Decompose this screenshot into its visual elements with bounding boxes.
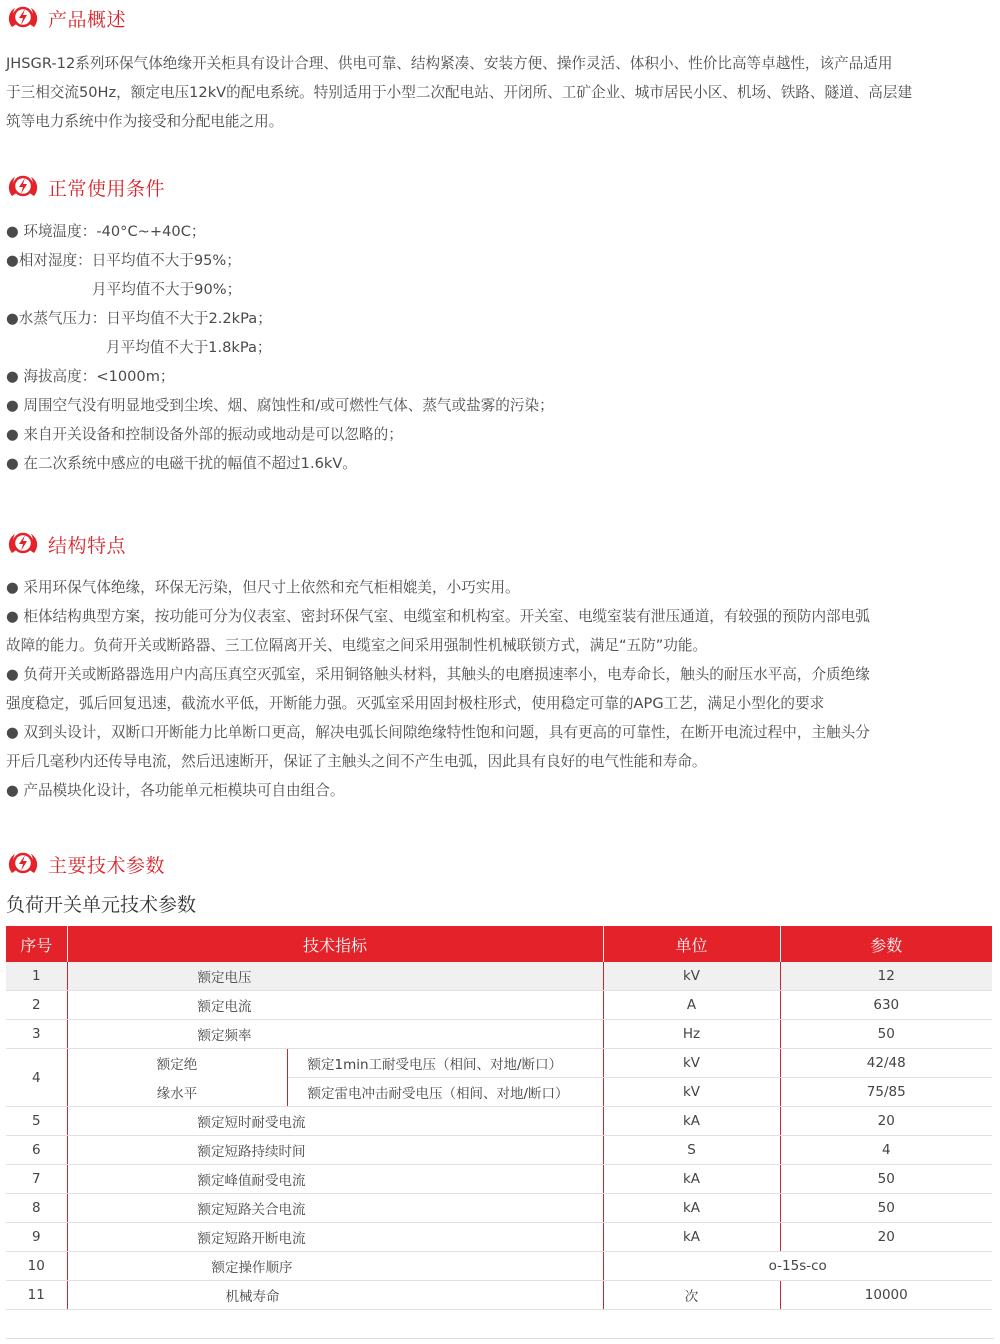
list-item: 故障的能力。负荷开关或断路器、三工位隔离开关、电缆室之间采用强制性机械联锁方式，满足“五防”功能。 <box>6 637 708 654</box>
table-row <box>6 991 992 1020</box>
list-item: ●水蒸气压力：日平均值不大于2.2kPa； <box>6 310 272 327</box>
overview-line: 于三相交流50Hz，额定电压12kV的配电系统。特别适用于小型二次配电站、开闭所、工矿企业、城市居民小区、机场、铁路、隧道、高层建 <box>6 84 913 101</box>
cell-no: 7 <box>6 1165 67 1194</box>
cell-value: 42/48 <box>780 1049 992 1078</box>
cell-sub-item: 额定雷电冲击耐受电压（相间、对地/断口） <box>287 1078 603 1107</box>
cell-sub-item: 额定1min工耐受电压（相间、对地/断口） <box>287 1049 603 1078</box>
section-header-overview <box>6 2 126 34</box>
table-header-row <box>6 926 992 962</box>
lightning-bolt-icon <box>6 529 40 559</box>
cell-value: 4 <box>780 1136 992 1165</box>
bottom-divider <box>6 1338 994 1339</box>
cell-unit: kA <box>603 1194 780 1223</box>
table-subtitle: 负荷开关单元技术参数 <box>6 894 197 916</box>
cell-unit: kV <box>603 962 780 991</box>
cell-no: 9 <box>6 1223 67 1252</box>
cell-unit: kA <box>603 1165 780 1194</box>
cell-no: 11 <box>6 1281 67 1310</box>
cell-item: 额定电流 <box>67 991 603 1020</box>
cell-no: 2 <box>6 991 67 1020</box>
table-row <box>6 962 992 991</box>
cell-item: 额定短时耐受电流 <box>67 1107 603 1136</box>
table-row <box>6 1049 992 1078</box>
table-row <box>6 1165 992 1194</box>
cell-item: 额定频率 <box>67 1020 603 1049</box>
cell-no: 10 <box>6 1252 67 1281</box>
list-item: ● 环境温度：-40°C~+40C； <box>6 223 206 240</box>
list-item: ● 双到头设计，双断口开断能力比单断口更高，解决电弧长间隙绝缘特性饱和问题，具有更高的可靠性，在断开电流过程中，主触头分 <box>6 724 870 741</box>
header-value: 参数 <box>780 926 992 962</box>
lightning-bolt-icon <box>6 849 40 879</box>
cell-unit: Hz <box>603 1020 780 1049</box>
cell-unit: A <box>603 991 780 1020</box>
cell-value: 630 <box>780 991 992 1020</box>
list-item: ● 在二次系统中感应的电磁干扰的幅值不超过1.6kV。 <box>6 455 357 472</box>
cell-no: 5 <box>6 1107 67 1136</box>
cell-no: 6 <box>6 1136 67 1165</box>
overview-line: JHSGR-12系列环保气体绝缘开关柜具有设计合理、供电可靠、结构紧凑、安装方便、操作灵活、体积小、性价比高等卓越性，该产品适用 <box>6 55 893 72</box>
cell-group: 额定绝 <box>67 1049 287 1078</box>
header-item: 技术指标 <box>67 926 603 962</box>
cell-value: o-15s-co <box>603 1252 992 1281</box>
section-title: 主要技术参数 <box>48 854 166 877</box>
cell-group: 缘水平 <box>67 1078 287 1107</box>
table-row <box>6 1078 992 1107</box>
list-item: ● 周围空气没有明显地受到尘埃、烟、腐蚀性和/或可燃性气体、蒸气或盐雾的污染； <box>6 397 554 414</box>
section-header-structure <box>6 528 126 560</box>
header-unit: 单位 <box>603 926 780 962</box>
overview-line: 筑等电力系统中作为接受和分配电能之用。 <box>6 113 284 130</box>
conditions-list <box>6 217 994 478</box>
list-item: 月平均值不大于1.8kPa； <box>106 339 272 356</box>
list-item: ● 产品模块化设计，各功能单元柜模块可自由组合。 <box>6 782 345 799</box>
table-row <box>6 1223 992 1252</box>
cell-unit: 次 <box>603 1281 780 1310</box>
list-item: ●相对湿度：日平均值不大于95%； <box>6 252 241 269</box>
cell-value: 50 <box>780 1194 992 1223</box>
section-header-params <box>6 848 165 880</box>
list-item: ● 柜体结构典型方案，按功能可分为仪表室、密封环保气室、电缆室和机构室。开关室、电缆室装有泄压通道，有较强的预防内部电弧 <box>6 608 870 625</box>
section-title: 产品概述 <box>48 8 127 31</box>
list-item: ● 采用环保气体绝缘，环保无污染，但尺寸上依然和充气柜相媲美，小巧实用。 <box>6 579 520 596</box>
cell-value: 20 <box>780 1107 992 1136</box>
cell-value: 10000 <box>780 1281 992 1310</box>
list-item: ● 负荷开关或断路器选用户内高压真空灭弧室，采用铜铬触头材料，其触头的电磨损速率小，电寿命长，触头的耐压水平高，介质绝缘 <box>6 666 870 683</box>
overview-text <box>6 49 994 136</box>
cell-no: 3 <box>6 1020 67 1049</box>
section-title: 正常使用条件 <box>48 177 166 200</box>
cell-value: 20 <box>780 1223 992 1252</box>
table-row <box>6 1252 992 1281</box>
list-item: 月平均值不大于90%； <box>92 281 242 298</box>
spec-table <box>6 926 992 1310</box>
cell-item: 额定电压 <box>67 962 603 991</box>
section-title: 结构特点 <box>48 534 127 557</box>
cell-value: 12 <box>780 962 992 991</box>
table-row <box>6 1136 992 1165</box>
cell-item: 机械寿命 <box>67 1281 603 1310</box>
list-item: ● 海拔高度：<1000m； <box>6 368 175 385</box>
cell-item: 额定短路开断电流 <box>67 1223 603 1252</box>
cell-unit: S <box>603 1136 780 1165</box>
list-item: 强度稳定，弧后回复迅速，截流水平低，开断能力强。灭弧室采用固封极柱形式，使用稳定可靠的APG工艺，满足小型化的要求 <box>6 695 825 712</box>
table-row <box>6 1020 992 1049</box>
cell-unit: kV <box>603 1078 780 1107</box>
list-item: ● 来自开关设备和控制设备外部的振动或地动是可以忽略的； <box>6 426 403 443</box>
cell-unit: kA <box>603 1107 780 1136</box>
cell-item: 额定操作顺序 <box>67 1252 603 1281</box>
cell-unit: kV <box>603 1049 780 1078</box>
cell-item: 额定峰值耐受电流 <box>67 1165 603 1194</box>
cell-item: 额定短路持续时间 <box>67 1136 603 1165</box>
list-item: 开后几毫秒内还传导电流，然后迅速断开，保证了主触头之间不产生电弧，因此具有良好的电气性能和寿命。 <box>6 753 707 770</box>
cell-value: 50 <box>780 1165 992 1194</box>
cell-value: 75/85 <box>780 1078 992 1107</box>
section-header-conditions <box>6 171 165 203</box>
cell-no: 8 <box>6 1194 67 1223</box>
cell-no: 1 <box>6 962 67 991</box>
cell-unit: kA <box>603 1223 780 1252</box>
table-row <box>6 1194 992 1223</box>
cell-value: 50 <box>780 1020 992 1049</box>
structure-list <box>6 573 994 805</box>
lightning-bolt-icon <box>6 3 40 33</box>
table-row <box>6 1107 992 1136</box>
table-row <box>6 1281 992 1310</box>
lightning-bolt-icon <box>6 172 40 202</box>
header-no: 序号 <box>6 926 67 962</box>
cell-no: 4 <box>6 1049 67 1107</box>
cell-item: 额定短路关合电流 <box>67 1194 603 1223</box>
